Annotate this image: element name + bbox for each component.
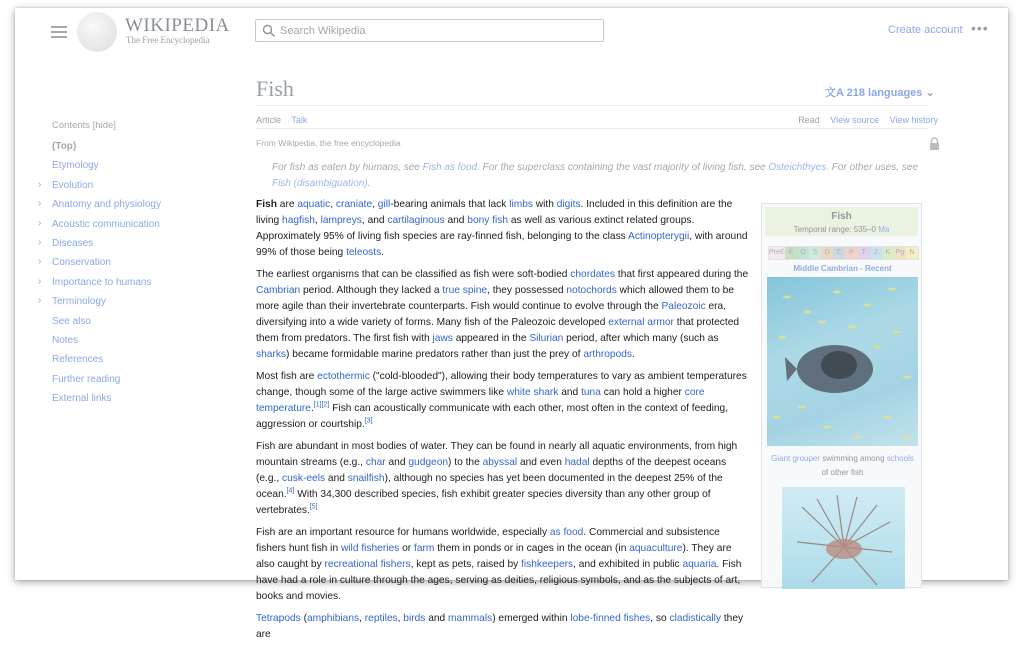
paragraph [256, 197, 751, 261]
text-run: can hold a higher [600, 387, 685, 398]
toc-item[interactable] [52, 141, 212, 160]
toc-item-label: Importance to humans [52, 276, 152, 288]
article-link[interactable]: craniate [335, 199, 373, 210]
toc-item-label: Notes [52, 334, 79, 346]
infobox [761, 203, 922, 588]
wikipedia-globe-logo[interactable] [77, 12, 117, 52]
text-run: , and exhibited in public [573, 559, 683, 570]
geologic-period-cell[interactable]: PreЄ [769, 247, 785, 259]
paragraph [256, 439, 751, 519]
text-run: . Commercial and subsistence fishers hunt fish in [256, 527, 720, 554]
hamburger-icon[interactable] [51, 26, 67, 38]
chevron-down-icon: ⌄ [925, 87, 935, 99]
article-link[interactable]: lobe-finned fishes [570, 613, 651, 624]
text-run: Fish are abundant in most bodies of water. They can be found in nearly all aquatic environments, from high mountain streams (e.g., [256, 441, 738, 468]
geologic-period-cell[interactable]: J [870, 247, 882, 259]
text-run: , they possessed [487, 285, 567, 296]
article-body [256, 197, 751, 649]
paragraph [256, 611, 751, 643]
article-link[interactable]: chordates [570, 269, 616, 280]
text-run: ). They are also caught by [256, 543, 732, 570]
chevron-right-icon[interactable]: › [38, 256, 42, 268]
search-box[interactable] [255, 19, 604, 42]
geologic-period-cell[interactable]: O [797, 247, 809, 259]
toc-item[interactable] [38, 275, 212, 296]
text-run: with [532, 199, 557, 210]
text-run: them in ponds or in cages in the ocean (in [434, 543, 630, 554]
create-account-link[interactable]: Create account [888, 24, 963, 36]
geologic-period-cell[interactable]: S [809, 247, 821, 259]
article-link[interactable]: digits [556, 199, 581, 210]
geologic-period-cell[interactable]: N [906, 247, 918, 259]
article-link[interactable]: sharks [256, 349, 287, 360]
infobox-header [765, 207, 918, 236]
more-options-icon[interactable]: ••• [971, 20, 989, 36]
namespace-tabs [256, 115, 315, 125]
article-link[interactable]: cladistically [669, 613, 721, 624]
logo-wordmark[interactable]: WIKIPEDIA [125, 15, 230, 36]
toc-item[interactable] [52, 354, 212, 373]
bold-term: Fish [256, 199, 277, 210]
text-run: and [325, 473, 348, 484]
search-input[interactable] [280, 22, 590, 39]
geologic-period-cell[interactable]: C [833, 247, 845, 259]
article-link[interactable]: as food [549, 527, 584, 538]
hatnote [272, 160, 932, 192]
chevron-right-icon[interactable]: › [38, 236, 42, 248]
paragraph [256, 525, 751, 605]
article-link[interactable]: Paleozoic [661, 301, 706, 312]
article-link[interactable]: aquaria [682, 559, 717, 570]
text-run: and even [517, 457, 565, 468]
giant-grouper-image[interactable] [767, 277, 918, 446]
text-run: . [367, 178, 371, 189]
toc-item-label: Etymology [52, 160, 99, 172]
toc-item-label: References [52, 354, 104, 366]
toc-item-label: See also [52, 315, 91, 327]
text-run: ) emerged within [492, 613, 571, 624]
site-sub: From Wikipedia, the free encyclopedia [256, 138, 401, 148]
chevron-right-icon[interactable]: › [38, 198, 42, 210]
toc-item-label: Further reading [52, 373, 121, 385]
search-icon [262, 24, 276, 38]
article-link[interactable]: external armor [608, 317, 674, 328]
article-link[interactable]: Silurian [529, 333, 564, 344]
toc-item[interactable] [38, 198, 212, 218]
article-link[interactable]: aquatic [297, 199, 331, 210]
toc-heading-label: Contents [52, 120, 91, 131]
text-run: ) to the [448, 457, 483, 468]
article-link[interactable]: farm [414, 543, 435, 554]
article-link[interactable]: ectothermic [317, 371, 370, 382]
text-run: , [359, 613, 365, 624]
article-link[interactable]: Fish as food [422, 162, 478, 173]
toc-item[interactable] [52, 335, 212, 354]
text-run: For fish as eaten by humans, see [272, 162, 423, 173]
text-run: ("cold-blooded"), allowing their body temperatures to vary as ambient temperatures change, though some of the large active swimmers like [256, 371, 747, 398]
text-run: . Included in this definition are the living [256, 199, 733, 226]
text-run: that first appeared during the [615, 269, 749, 280]
article-link[interactable]: mammals [448, 613, 493, 624]
article-link[interactable]: snailfish [347, 473, 385, 484]
citation-link[interactable]: [4] [286, 487, 295, 495]
caption-text-end: of other fish [821, 468, 864, 477]
text-run: Most fish are [256, 371, 318, 382]
citation [310, 504, 318, 511]
text-run: as well as various extinct related groups. Approximately 95% of living fish species are ray-finned fish, belonging to the class [256, 215, 695, 242]
article-link[interactable]: wild fisheries [340, 543, 400, 554]
text-run: they are [256, 613, 744, 640]
text-run: and [425, 613, 449, 624]
toc-item-label: Evolution [52, 179, 94, 191]
citation [314, 402, 322, 409]
text-run: ) became formidable marine predators rather than just the prey of [286, 349, 584, 360]
text-run: period, after which many (such as [563, 333, 719, 344]
text-run: and [385, 457, 409, 468]
text-run: that protected them from predators. The first fish with [256, 317, 740, 344]
article-link[interactable]: abyssal [482, 457, 518, 468]
text-run: , and [361, 215, 388, 226]
article-link[interactable]: aquaculture [629, 543, 683, 554]
toc-item[interactable] [52, 316, 212, 335]
lock-icon[interactable] [929, 137, 940, 150]
toc-item-label: Terminology [52, 296, 106, 308]
language-icon: 文A [825, 87, 844, 99]
chevron-right-icon[interactable]: › [38, 275, 42, 287]
text-run: , with around 99% of those being [256, 231, 748, 258]
text-run: The earliest organisms that can be classified as fish were soft-bodied [256, 269, 571, 280]
toc-item[interactable] [38, 236, 212, 257]
toc-item[interactable] [38, 178, 212, 199]
table-of-contents [38, 120, 212, 412]
article-link[interactable]: notochords [566, 285, 617, 296]
text-run: With 34,300 described species, fish exhibit greater species diversity than any other group of vertebrates. [256, 489, 711, 516]
text-run: . For the superclass containing the vast majority of living fish, see [477, 162, 769, 173]
view-tabs [790, 115, 938, 125]
toc-item[interactable] [52, 374, 212, 393]
page-title: Fish [256, 76, 294, 101]
text-run: . For other uses, see [826, 162, 918, 173]
text-run: are [276, 199, 298, 210]
chevron-right-icon[interactable]: › [38, 217, 42, 229]
text-run: depths of the deepest oceans (e.g., [256, 457, 727, 484]
text-run: or [399, 543, 414, 554]
title-divider [256, 105, 927, 106]
toc-item-label: (Top) [52, 141, 77, 152]
caption-text: swimming among [820, 454, 887, 463]
caption-link-schools[interactable]: schools [886, 454, 914, 463]
toc-item-label: Diseases [52, 237, 94, 249]
language-selector[interactable] [825, 84, 935, 100]
citation [365, 418, 373, 425]
text-run: . [310, 403, 314, 414]
geologic-timeline-strip[interactable] [768, 246, 919, 260]
toc-item-label: Conservation [52, 257, 111, 269]
article-link[interactable]: Tetrapods [256, 613, 301, 624]
toc-item-label: External links [52, 393, 112, 405]
article-link[interactable]: hagfish [282, 215, 315, 226]
temporal-period-label[interactable]: Middle Cambrian - Recent [793, 264, 892, 273]
article-link[interactable]: Osteichthyes [768, 162, 827, 173]
grouper-illustration [767, 277, 918, 446]
article-link[interactable]: amphibians [306, 613, 360, 624]
geologic-period-cell[interactable]: D [821, 247, 833, 259]
geologic-period-cell[interactable]: T [858, 247, 870, 259]
article-link[interactable]: gudgeon [408, 457, 449, 468]
geologic-period-cell[interactable]: P [845, 247, 857, 259]
toc-heading [52, 120, 212, 131]
text-run: , [372, 199, 378, 210]
article-link[interactable]: reptiles [364, 613, 398, 624]
article-link[interactable]: lampreys [320, 215, 362, 226]
toc-item[interactable] [38, 256, 212, 276]
text-run: era, diversifying into a wide variety of forms. Many fish of the Paleozoic developed [256, 301, 727, 328]
article-link[interactable]: fishkeepers [521, 559, 574, 570]
article-link[interactable]: Cambrian [256, 285, 301, 296]
text-run: , so [650, 613, 670, 624]
text-run: , kept as pets, raised by [410, 559, 522, 570]
article-link[interactable]: teleosts [346, 247, 382, 258]
text-run: , [397, 613, 404, 624]
citation-link[interactable]: [5] [309, 503, 318, 511]
infobox-title: Fish [831, 211, 852, 222]
lionfish-image[interactable] [782, 487, 905, 589]
toc-item-label: Acoustic communication [52, 218, 160, 230]
paragraph [256, 267, 751, 363]
temporal-range-unit-link[interactable]: Ma [878, 225, 890, 234]
article-link[interactable]: arthropods [583, 349, 633, 360]
tab-article[interactable]: Article [256, 115, 282, 125]
text-run: , [314, 215, 321, 226]
article-link[interactable]: core temperature [256, 387, 705, 414]
text-run: . Fish have had a role in culture through the ages, serving as deities, religious symbols, and as the subjects of art, books and movies. [256, 559, 742, 602]
language-count: 218 languages [846, 87, 923, 99]
text-run: appeared in the [452, 333, 530, 344]
toc-item[interactable] [52, 393, 212, 412]
text-run: and [444, 215, 468, 226]
article-link[interactable]: hadal [564, 457, 590, 468]
geologic-period-cell[interactable]: Pg [894, 247, 906, 259]
text-run: Fish are an important resource for humans worldwide, especially [256, 527, 550, 538]
article-link[interactable]: Actinopterygii [628, 231, 690, 242]
article-link[interactable]: true spine [442, 285, 488, 296]
text-run: Fish can acoustically communicate with each other, most often in the context of feeding, aggression or courtship. [256, 403, 729, 430]
text-run: . [632, 349, 635, 360]
article-link[interactable]: Fish (disambiguation) [272, 178, 368, 189]
temporal-range-text: Temporal range: 535–0 [793, 225, 876, 234]
toc-hide-button[interactable]: [hide] [92, 120, 116, 131]
browser-window [15, 8, 1008, 640]
toc-item[interactable] [52, 160, 212, 179]
article-link[interactable]: char [365, 457, 386, 468]
chevron-right-icon[interactable]: › [38, 295, 42, 307]
toc-item-label: Anatomy and physiology [52, 199, 161, 211]
text-run: ), although no species has yet been documented in the deepest 25% of the ocean. [256, 473, 723, 500]
text-run: period. Although they lacked a [300, 285, 443, 296]
infobox-caption [765, 452, 920, 480]
article-link[interactable]: birds [403, 613, 426, 624]
citation-link[interactable]: [2] [321, 401, 330, 409]
article-link[interactable]: bony fish [467, 215, 509, 226]
logo-tagline: The Free Encyclopedia [126, 35, 210, 45]
article-link[interactable]: white shark [506, 387, 559, 398]
text-run: which allowed them to be more agile than their invertebrate counterparts. Fish would continue to evolve through the [256, 285, 735, 312]
citation-link[interactable]: [3] [364, 417, 373, 425]
chevron-right-icon[interactable]: › [38, 178, 42, 190]
article-link[interactable]: cusk-eels [282, 473, 326, 484]
article-link[interactable]: jaws [432, 333, 453, 344]
text-run: . [381, 247, 385, 258]
geologic-period-cell[interactable]: K [882, 247, 894, 259]
tabs-divider [256, 128, 927, 129]
article-link[interactable]: tuna [581, 387, 601, 398]
paragraph [256, 369, 751, 433]
text-run: -bearing animals that lack [390, 199, 510, 210]
lionfish-illustration [782, 487, 905, 589]
article-link[interactable]: gill [377, 199, 391, 210]
article-link[interactable]: limbs [509, 199, 533, 210]
citation-link[interactable]: [1] [313, 401, 322, 409]
text-run: ( [300, 613, 307, 624]
temporal-range [765, 225, 918, 234]
text-run: and [558, 387, 582, 398]
tab-read[interactable]: Read [798, 115, 820, 125]
tab-view-history[interactable]: View history [889, 115, 938, 125]
article-link[interactable]: cartilaginous [387, 215, 445, 226]
toc-item[interactable] [38, 295, 212, 315]
article-link[interactable]: recreational fishers [324, 559, 411, 570]
geologic-period-cell[interactable]: Є [785, 247, 797, 259]
tab-talk[interactable]: Talk [291, 115, 308, 125]
text-run: , [330, 199, 336, 210]
tab-view-source[interactable]: View source [830, 115, 880, 125]
toc-item[interactable] [38, 217, 212, 238]
caption-link-giant-grouper[interactable]: Giant grouper [771, 454, 821, 463]
